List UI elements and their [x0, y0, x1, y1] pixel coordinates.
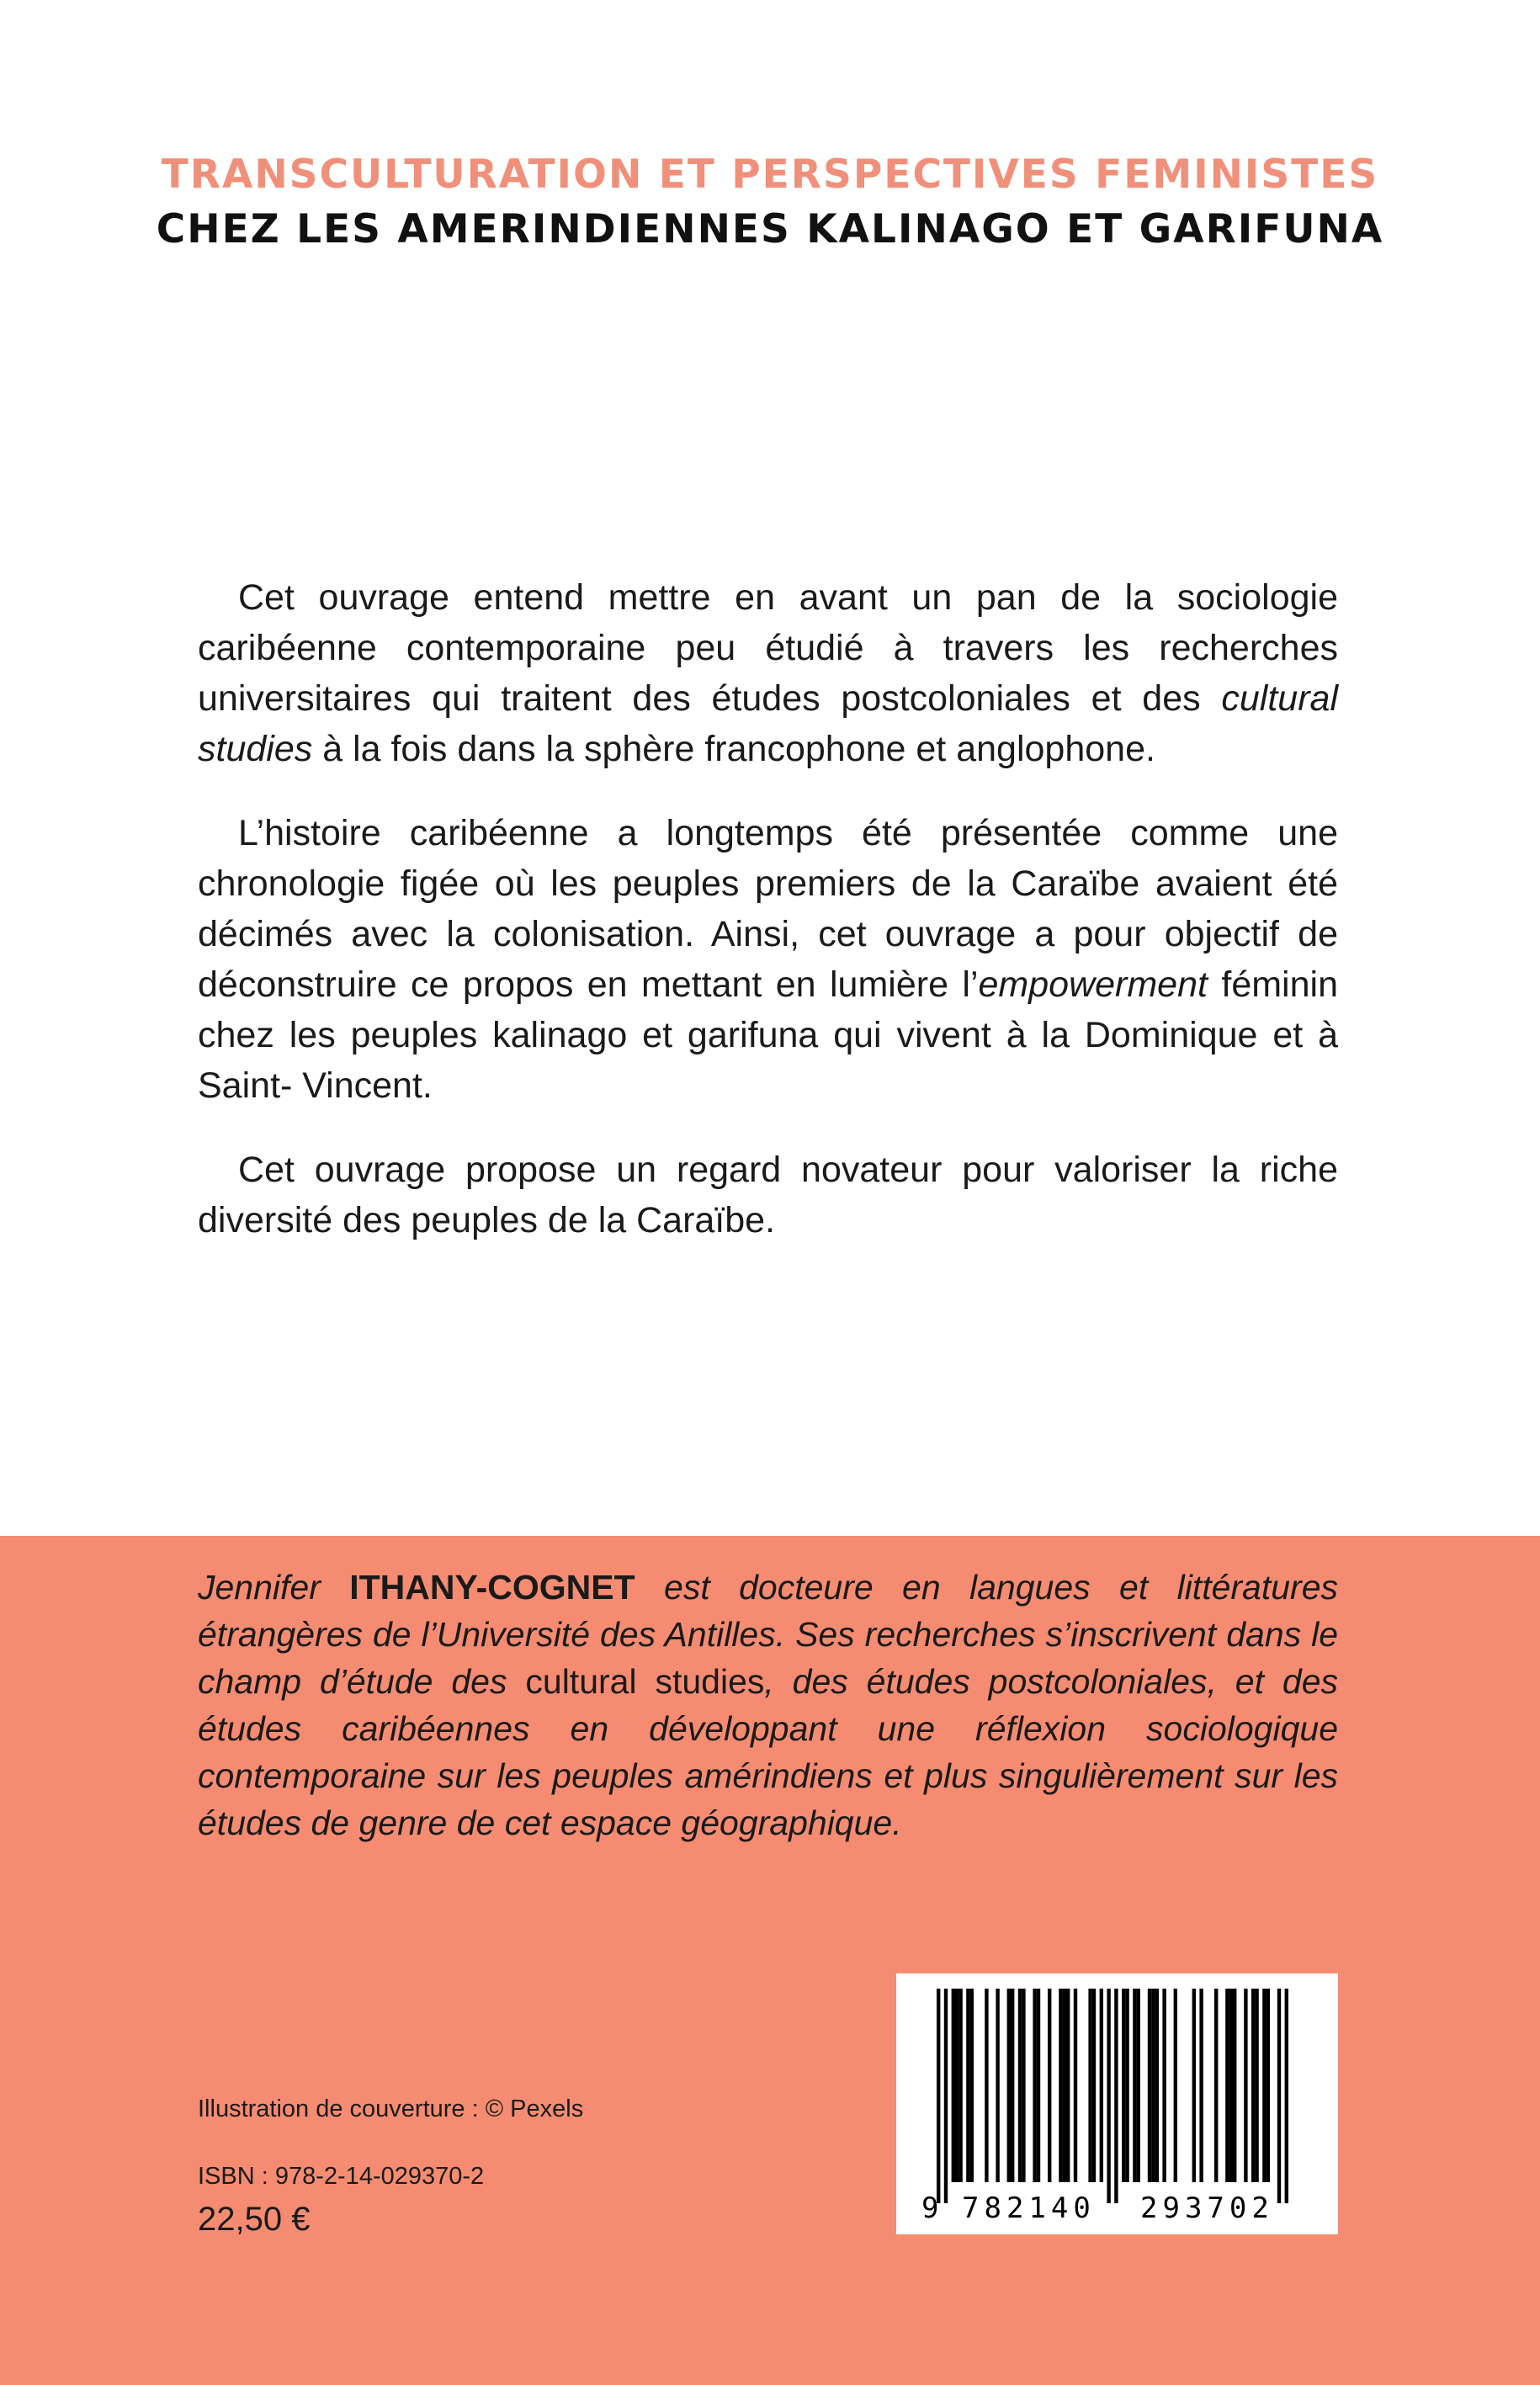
barcode-bar	[1233, 1989, 1236, 2182]
barcode	[896, 1973, 1338, 2234]
barcode-bar	[1137, 1989, 1140, 2182]
barcode-bar	[1033, 1989, 1036, 2182]
barcode-bar	[996, 1989, 999, 2182]
author-bio: Jennifer ITHANY-COGNET est docteure en langues et littératures étrangères de l’Université des Antilles. Ses recherches s’inscrivent dans le champ d’étude des cultural studies, des études postcoloniales, et des études caribéennes en développant une réflexion sociologique contemporaine sur les peuples amérindiens et plus singulièrement sur les études de genre de cet espace géographique.	[198, 1568, 1339, 1842]
barcode-bar	[1277, 1989, 1281, 2203]
barcode-bar	[966, 1989, 969, 2182]
barcode-bar	[1092, 1989, 1096, 2182]
barcode-bar	[1037, 1989, 1040, 2182]
barcode-bar	[1267, 1989, 1270, 2182]
barcode-bar	[1133, 1989, 1136, 2182]
barcode-bar	[1285, 1989, 1288, 2203]
barcode-bar	[985, 1989, 988, 2182]
paragraph-1: Cet ouvrage entend mettre en avant un pan de la sociologie caribéenne contemporaine peu étudié à travers les recherches universitaires qui traitent des études postcoloniales et des cultural studies à la fois dans la sphère francophone et anglophone.	[198, 577, 1338, 769]
barcode-bar	[1063, 1989, 1066, 2182]
barcode-bar	[1107, 1989, 1110, 2203]
barcode-bar	[1059, 1989, 1062, 2182]
barcode-bar	[1018, 1989, 1022, 2182]
paragraph-3: Cet ouvrage propose un regard novateur pour valoriser la riche diversité des peuples de la Caraïbe.	[198, 1150, 1338, 1240]
barcode-bar	[1066, 1989, 1070, 2182]
barcode-lead-digit: 9	[921, 2191, 939, 2225]
title-line-2: CHEZ LES AMERINDIENNES KALINAGO ET GARIFUNA	[156, 206, 1384, 252]
barcode-bar	[1011, 1989, 1014, 2182]
barcode-bar	[944, 1989, 948, 2203]
paragraph-2: L’histoire caribéenne a longtemps été présentée comme une chronologie figée où les peuples premiers de la Caraïbe avaient été décimés avec la colonisation. Ainsi, cet ouvrage a pour objectif de déconstruire ce propos en mettant en lumière l’empowerment féminin chez les peuples kalinago et garifuna qui vivent à la Dominique et à Saint- Vincent.	[198, 813, 1338, 1106]
barcode-bar	[1088, 1989, 1091, 2182]
barcode-bar	[1100, 1989, 1103, 2182]
barcode-bar	[1122, 1989, 1125, 2182]
barcode-bar	[1174, 1989, 1177, 2182]
barcode-bar	[1262, 1989, 1266, 2182]
barcode-bar	[1192, 1989, 1196, 2182]
barcode-bar	[1022, 1989, 1025, 2182]
barcode-bar	[1114, 1989, 1118, 2203]
title-line-1: TRANSCULTURATION ET PERSPECTIVES FEMINISTES	[161, 151, 1379, 198]
cover-credit: Illustration de couverture : © Pexels	[198, 2096, 584, 2122]
barcode-bar	[1225, 1989, 1229, 2182]
barcode-bar	[955, 1989, 959, 2182]
barcode-bar	[959, 1989, 962, 2182]
barcode-bar	[1007, 1989, 1011, 2182]
barcode-left-digits: 782140	[962, 2191, 1096, 2225]
barcode-bar	[970, 1989, 974, 2182]
barcode-bar	[1074, 1989, 1077, 2182]
barcode-bar	[1229, 1989, 1233, 2182]
barcode-right-digits: 293702	[1140, 2191, 1274, 2225]
barcode-graphic	[896, 1973, 1338, 2234]
barcode-bar	[1155, 1989, 1159, 2182]
barcode-bar	[1214, 1989, 1218, 2182]
barcode-bar	[952, 1989, 955, 2182]
barcode-bar	[1125, 1989, 1128, 2182]
isbn: ISBN : 978-2-14-029370-2	[198, 2163, 485, 2190]
author-name: ITHANY-COGNET	[349, 1568, 635, 1607]
barcode-bar	[937, 1989, 940, 2203]
barcode-bar	[1151, 1989, 1155, 2182]
barcode-bar	[1162, 1989, 1166, 2182]
price: 22,50 €	[198, 2201, 311, 2238]
barcode-bar	[1244, 1989, 1247, 2182]
barcode-bar	[1048, 1989, 1051, 2182]
barcode-bar	[1255, 1989, 1258, 2182]
barcode-bar	[1148, 1989, 1151, 2182]
barcode-bar	[1199, 1989, 1203, 2182]
barcode-bar	[1251, 1989, 1255, 2182]
